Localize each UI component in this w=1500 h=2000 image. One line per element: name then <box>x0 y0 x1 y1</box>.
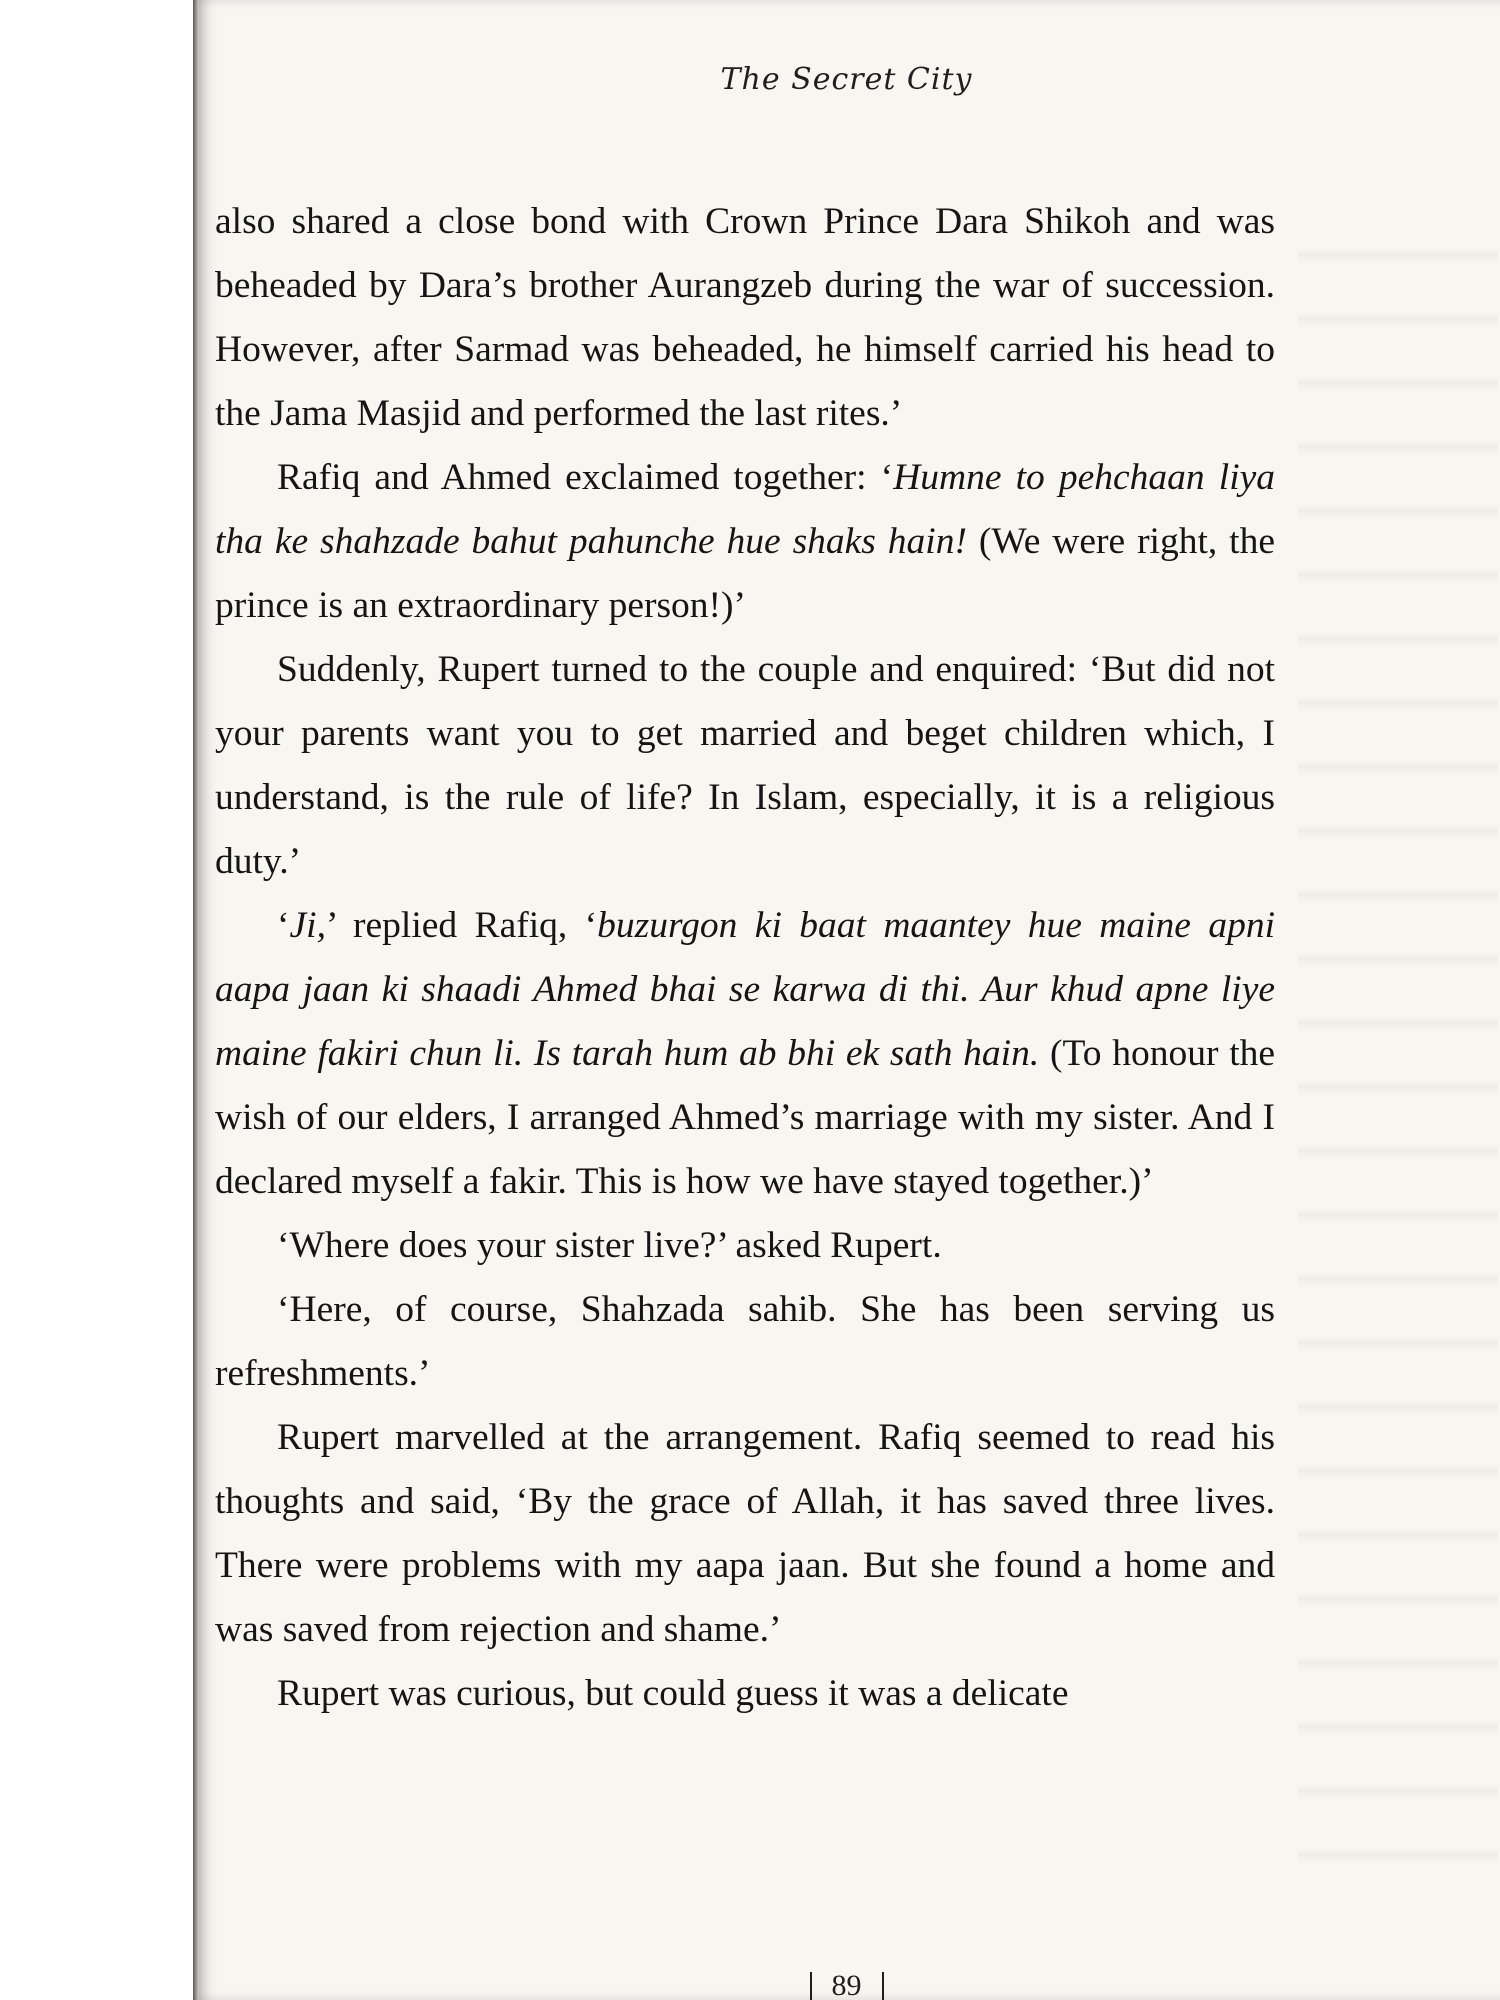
page-number-footer <box>193 1969 1500 2000</box>
book-page <box>193 0 1500 2000</box>
text-run: ’ replied Rafiq, ‘ <box>325 905 598 946</box>
folio-rule-right <box>882 1972 884 2000</box>
text-run: ‘Here, of course, Shahzada sahib. She has been serving us refreshments.’ <box>215 1289 1275 1394</box>
paragraph <box>215 894 1275 1214</box>
paragraph <box>215 638 1275 894</box>
folio-rule-left <box>810 1972 812 2000</box>
text-run: ‘ <box>277 905 290 946</box>
paragraph <box>215 1662 1275 1726</box>
bleed-through-shadow <box>1298 200 1498 1900</box>
body-text <box>215 190 1275 1726</box>
paragraph <box>215 1214 1275 1278</box>
paragraph <box>215 446 1275 638</box>
paragraph <box>215 1406 1275 1662</box>
text-run: (To honour the wish of our elders, I arranged Ahmed’s marriage with my sister. And I declared myself a fakir. This is how we have stayed together.)’ <box>215 1033 1276 1202</box>
text-run: also shared a close bond with Crown Prince Dara Shikoh and was beheaded by Dara’s brother Aurangzeb during the war of succession. However, after Sarmad was beheaded, he himself carried his head to the Jama Masjid and performed the last rites.’ <box>215 201 1275 434</box>
paragraph <box>215 190 1275 446</box>
text-run: Suddenly, Rupert turned to the couple and enquired: ‘But did not your parents want you to get married and beget children which, I understand, is the rule of life? In Islam, especially, it is a religious duty.’ <box>215 649 1275 882</box>
text-run: Rupert was curious, but could guess it was a delicate <box>277 1673 1069 1714</box>
italic-text-run: buzurgon ki baat maantey hue maine apni aapa jaan ki shaadi Ahmed bhai se karwa di thi. Aur khud apne liye maine fakiri chun li. Is tarah hum ab bhi ek sath hain. <box>215 905 1275 1074</box>
italic-text-run: Ji, <box>289 905 326 946</box>
text-run: Rafiq and Ahmed exclaimed together: ‘ <box>277 457 894 498</box>
running-title: The Secret City <box>720 62 973 97</box>
page-gutter-edge <box>193 0 199 2000</box>
text-run: ‘Where does your sister live?’ asked Rupert. <box>277 1225 942 1266</box>
italic-text-run: Humne to pehchaan liya tha ke shahzade bahut pahunche hue shaks hain! <box>215 457 1276 562</box>
paragraph <box>215 1278 1275 1406</box>
page-number: 89 <box>831 1969 862 2000</box>
text-run: (We were right, the prince is an extraordinary person!)’ <box>215 521 1275 626</box>
text-run: Rupert marvelled at the arrangement. Rafiq seemed to read his thoughts and said, ‘By the grace of Allah, it has saved three lives. There were problems with my aapa jaan. But she found a home and was saved from rejection and shame.’ <box>215 1417 1275 1650</box>
